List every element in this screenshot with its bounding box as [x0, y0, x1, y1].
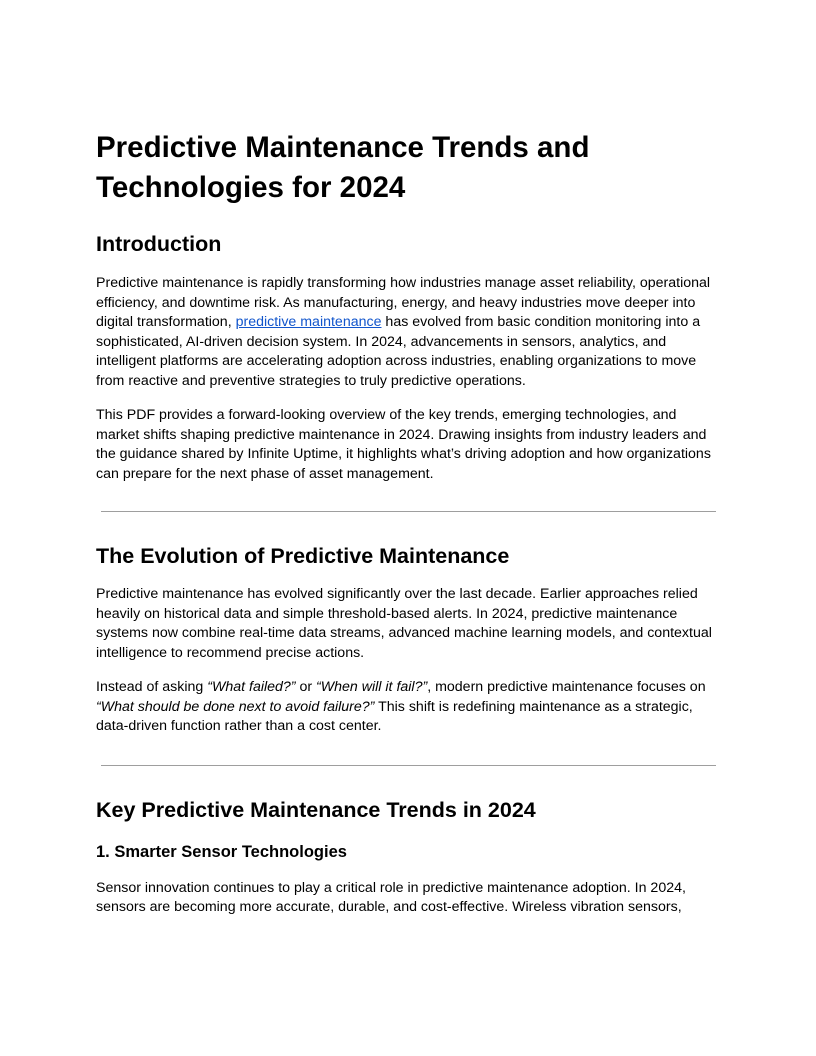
quote-what-next: “What should be done next to avoid failure?” [96, 698, 375, 715]
text-span: This shift is redefining maintenance as a strategic, data-driven function rather than a cost center. [96, 698, 693, 734]
introduction-paragraph-2: This PDF provides a forward-looking overview of the key trends, emerging technologies, and market shifts shaping predictive maintenance in 2024. Drawing insights from industry leaders and the guidance shared by Infinite Uptime, it highlights what’s driving adoption and how organizations can prepare for the next phase of asset management. [96, 407, 711, 482]
quote-what-failed: “What failed?” [207, 679, 296, 695]
evolution-paragraph-1: Predictive maintenance has evolved significantly over the last decade. Earlier approaches relied heavily on historical data and simple threshold-based alerts. In 2024, predictive maintenance systems now combine real-time data streams, advanced machine learning models, and contextual intelligence to recommend precise actions. [96, 586, 712, 661]
text-span: or [295, 679, 317, 695]
introduction-heading: Introduction [96, 232, 222, 256]
sensor-technologies-heading: 1. Smarter Sensor Technologies [96, 842, 347, 861]
document-page [96, 128, 721, 918]
text-span: Predictive maintenance is rapidly transforming how industries manage asset reliability, operational efficiency, and downtime risk. As manufacturing, energy, and heavy industries move deeper into digital transformation, [96, 275, 711, 330]
evolution-heading: The Evolution of Predictive Maintenance [96, 544, 510, 568]
text-span: has evolved from basic condition monitoring into a sophisticated, AI-driven decision system. In 2024, advancements in sensors, analytics, and intelligent platforms are accelerating adoption across industries, enabling organizations to move from reactive and preventive strategies to truly predictive operations. [96, 314, 701, 389]
horizontal-divider [101, 765, 716, 766]
quote-when-will-it-fail: “When will it fail?” [316, 679, 428, 695]
sensor-technologies-paragraph: Sensor innovation continues to play a critical role in predictive maintenance adoption. In 2024, sensors are becoming more accurate, durable, and cost-effective. Wireless vibration sensors, [96, 879, 686, 915]
document-title: Predictive Maintenance Trends and Technologies for 2024 [96, 131, 590, 204]
horizontal-divider [101, 511, 716, 512]
introduction-paragraph-1 [96, 274, 721, 391]
predictive-maintenance-link[interactable]: predictive maintenance [235, 314, 382, 330]
evolution-paragraph-2 [96, 678, 721, 737]
text-span: , modern predictive maintenance focuses on [427, 679, 706, 695]
text-span: Instead of asking [96, 679, 208, 695]
trends-heading: Key Predictive Maintenance Trends in 2024 [96, 797, 536, 822]
